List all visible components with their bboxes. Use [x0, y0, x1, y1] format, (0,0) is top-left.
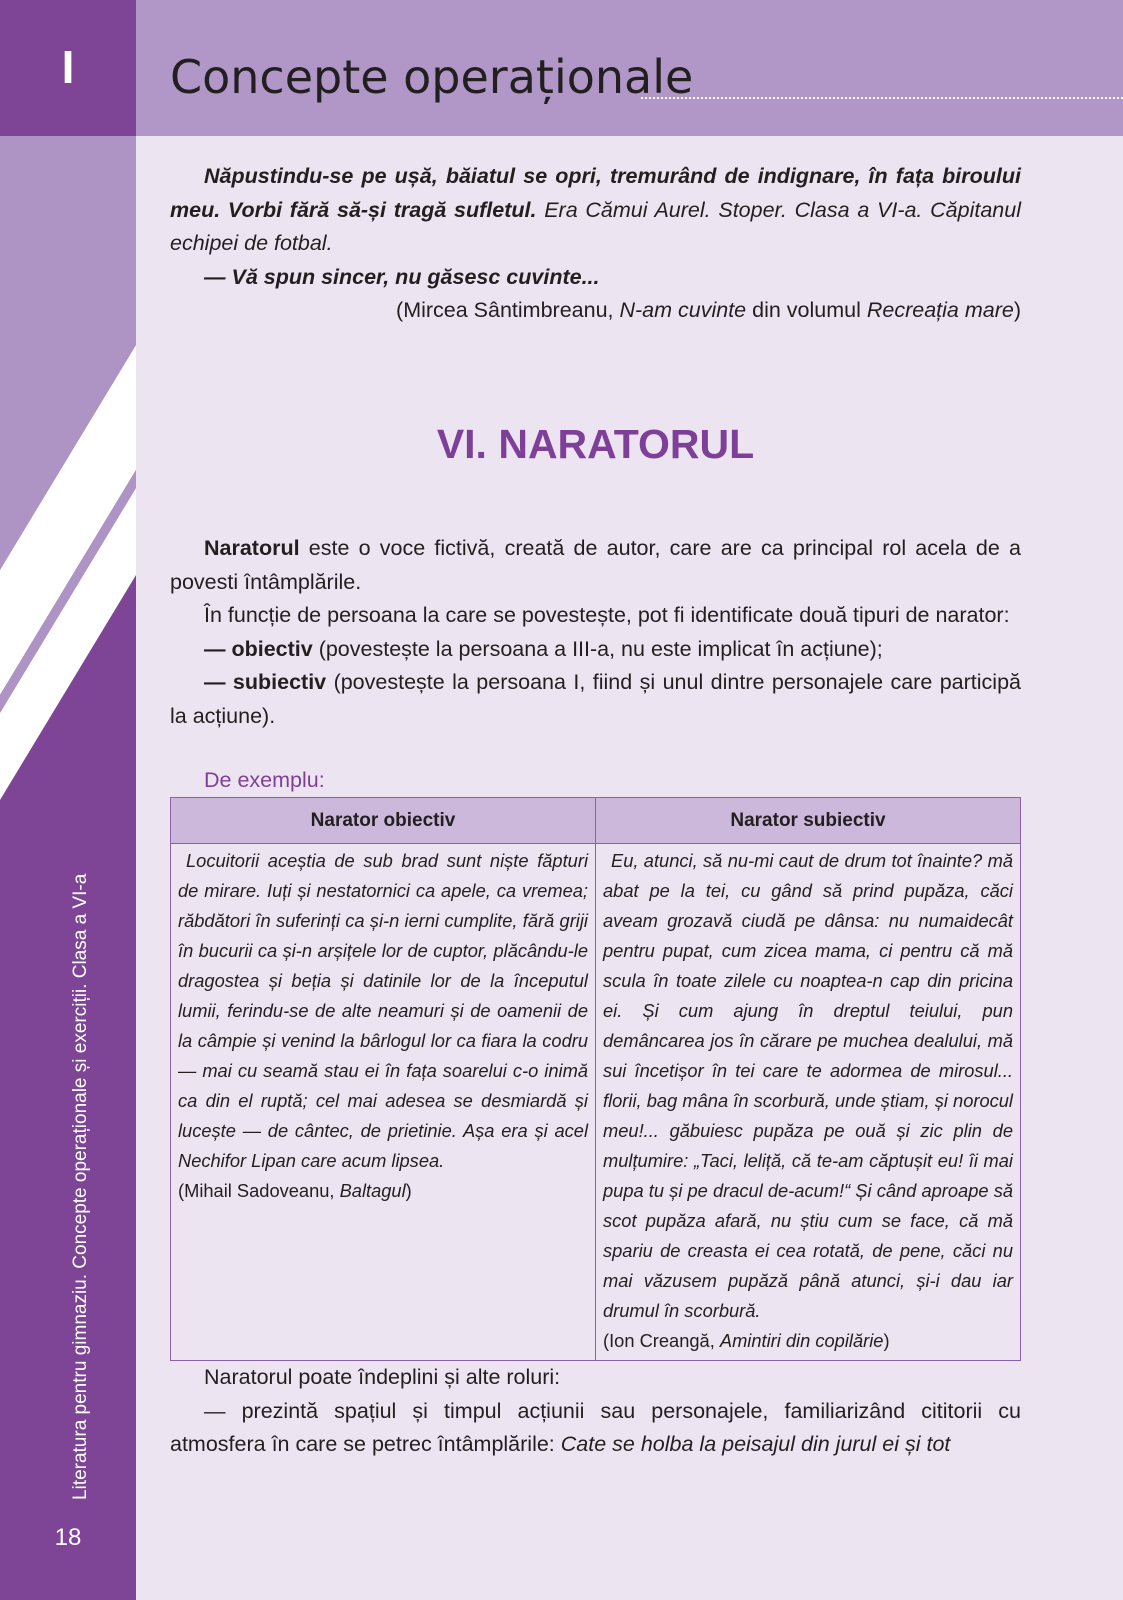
type-objective: — obiectiv (povestește la persoana a III-a, nu este implicat în acțiune); [204, 636, 883, 661]
definition-paragraph: Naratorul este o voce fictivă, creată de autor, care are ca principal rol acela de a povesti întâmplările. [170, 535, 1021, 594]
section-title: VI. NARATORUL [436, 420, 755, 467]
chapter-number: I [61, 41, 75, 93]
example-label: De exemplu: [204, 767, 325, 792]
quote-paragraph [170, 160, 1021, 261]
main-content [170, 160, 1021, 1462]
quote-dialogue: — Vă spun sincer, nu găsesc cuvinte... [204, 264, 600, 289]
examples-table [170, 797, 1021, 1361]
cell-subjective [596, 844, 1021, 1361]
cell-objective [171, 844, 596, 1361]
objective-source: (Mihail Sadoveanu, Baltagul) [178, 1180, 412, 1202]
book-title-vertical: Literatura pentru gimnaziu. Concepte operaționale și exerciții. Clasa a VI-a [70, 873, 91, 1500]
role-paragraph: — prezintă spațiul și timpul acțiunii sau personajele, familiarizând cititorii cu atmosfera în care se petrec întâmplările: Cate se holba la peisajul din jurul ei și tot [170, 1398, 1021, 1457]
quote-source: (Mircea Sântimbreanu, N-am cuvinte din volumul Recreația mare) [396, 298, 1021, 323]
header-dotted-rule [641, 97, 1123, 99]
sidebar [0, 0, 136, 1600]
quote-rest: Era Cămui Aurel. Stoper. Clasa a VI-a. Căpitanul echipei de fotbal. [170, 197, 1021, 256]
quote-bold: Năpustindu-se pe ușă, băiatul se opri, tremurând de indignare, în fața biroului meu. Vorbi fără să-și tragă sufletul. [170, 164, 1021, 222]
objective-excerpt: Locuitorii aceștia de sub brad sunt niște făpturi de mirare. Iuți și nestatornici ca apele, ca vremea; răbdători în suferinți ca și-n ierni cumplite, fără griji în bucurii ca și-n arșițele lor de cuptor, plăcându-le dragostea și bețiа și datinile lor de la începutul lumii, ferindu-se de alte neamuri și de oamenii de la câmpie și venind la bârlogul lor ca fiara la codru — mai cu seamă stau ei în fața soarelui c-o inimă ca din el ruptă; cel mai adesea se desmiardă și lucește — de cântec, de prietinie. Așa era și acel Nechifor Lipan care acum lipsea. [178, 850, 588, 1172]
page-header [136, 0, 1123, 136]
header-subjective: Narator subiectiv [596, 798, 1021, 844]
page-number: 18 [54, 1524, 82, 1551]
sidebar-decoration [0, 0, 136, 1600]
type-subjective: — subiectiv (povestește la persoana I, fiind și unul dintre personajele care participă la acțiune). [170, 670, 1021, 728]
subjective-excerpt: Eu, atunci, să nu-mi caut de drum tot înainte? mă abat pe la tei, cu gând să prind pupăza, căci aveam grozavă ciudă pe dânsa: nu numaidecât pentru pupat, cum zicea mama, ci pentru că mă scula în toate zilele cu noaptea-n cap din pricina ei. Și cum ajung în dreptul teiului, pun demâncarea jos în cărare pe muchea dealului, mă sui încetișor în tei care te adormea de mirosul... florii, bag mâna în scorbură, unde știam, și norocul meu!... găbuiesc pupăza pe ouă și zic plin de mulțumire: „Taci, leliță, că te-am căptușit eu! îi mai pupa tu și pe dracul de-acum!“ Și când aproape să scot pupăza afară, nu știu cum se face, că mă spariu de creasta ei cea rotată, de pene, căci nu mai văzusem pupăză până atunci, și-i dau iar drumul în scorbură. [603, 850, 1013, 1322]
types-intro: În funcție de persoana la care se povestește, pot fi identificate două tipuri de narator: [204, 603, 1010, 628]
roles-intro: Naratorul poate îndeplini și alte roluri: [204, 1365, 561, 1390]
table-header-row [171, 798, 1021, 844]
table-row [171, 844, 1021, 1361]
header-objective: Narator obiectiv [171, 798, 596, 844]
page-title: Concepte operaționale [170, 50, 694, 104]
subjective-source: (Ion Creangă, Amintiri din copilărie) [603, 1330, 890, 1352]
